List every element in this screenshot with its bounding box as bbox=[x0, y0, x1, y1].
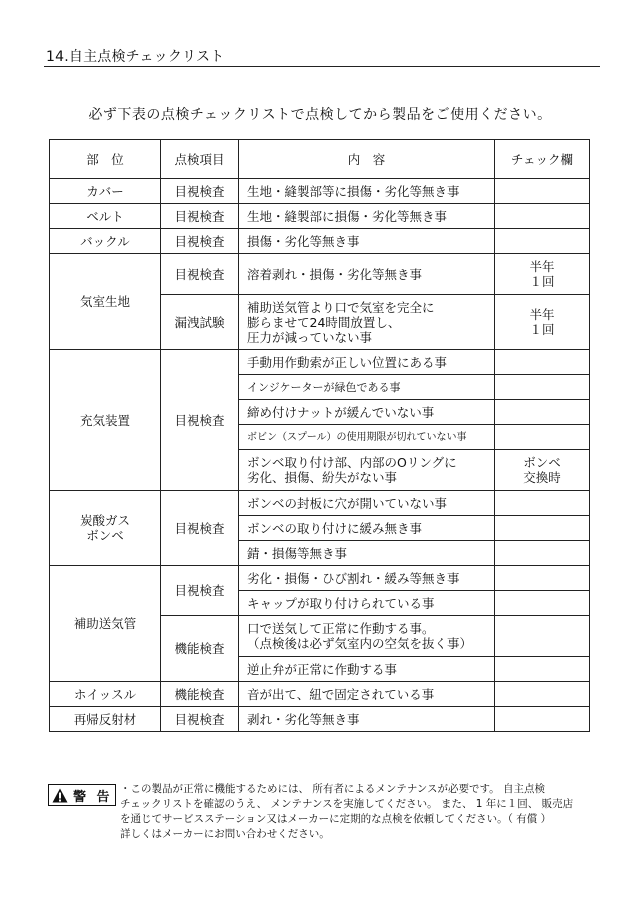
content-cell: 手動用作動索が正しい位置にある事 bbox=[239, 350, 495, 375]
header-part: 部 位 bbox=[50, 140, 161, 179]
part-cell: バックル bbox=[50, 229, 161, 254]
content-cell: 溶着剥れ・損傷・劣化等無き事 bbox=[239, 254, 495, 295]
content-cell: 補助送気管より口で気室を完全に 膨らませて24時間放置し、 圧力が減っていない事 bbox=[239, 295, 495, 350]
content-cell: ボビン（スプール）の使用期限が切れていない事 bbox=[239, 425, 495, 450]
table-row bbox=[50, 179, 590, 204]
check-cell[interactable] bbox=[495, 541, 590, 566]
warning-badge bbox=[48, 784, 116, 806]
content-cell: 生地・縫製部等に損傷・劣化等無き事 bbox=[239, 179, 495, 204]
part-cell: 気室生地 bbox=[50, 254, 161, 350]
table-row bbox=[50, 707, 590, 732]
inspection-checklist-table bbox=[49, 139, 590, 732]
part-cell: 再帰反射材 bbox=[50, 707, 161, 732]
content-cell: 口で送気して正常に作動する事。 （点検後は必ず気室内の空気を抜く事） bbox=[239, 616, 495, 657]
check-cell[interactable] bbox=[495, 375, 590, 400]
warning-text: ・この製品が正常に機能するためには、 所有者によるメンテナンスが必要です。 自主点検 チェックリストを確認のうえ、 メンテナンスを実施してください。 また、 1 年に１回、 販売店 を通じてサービスステーション又はメーカーに定期的な点検を依頼してください。（ 有償 ） 詳しくはメーカーにお問い合わせください。 bbox=[120, 783, 574, 840]
item-cell: 目視検査 bbox=[161, 491, 239, 566]
content-cell: 錆・損傷等無き事 bbox=[239, 541, 495, 566]
content-cell: 締め付けナットが緩んでいない事 bbox=[239, 400, 495, 425]
header-check: チェック欄 bbox=[495, 140, 590, 179]
check-cell[interactable] bbox=[495, 707, 590, 732]
content-cell: ボンベ取り付け部、内部のOリングに 劣化、損傷、紛失がない事 bbox=[239, 450, 495, 491]
item-cell: 目視検査 bbox=[161, 204, 239, 229]
item-cell: 目視検査 bbox=[161, 566, 239, 616]
table-row bbox=[50, 204, 590, 229]
header-item: 点検項目 bbox=[161, 140, 239, 179]
check-cell[interactable] bbox=[495, 657, 590, 682]
content-cell: ボンベの封板に穴が開いていない事 bbox=[239, 491, 495, 516]
part-cell: ベルト bbox=[50, 204, 161, 229]
table-row bbox=[50, 350, 590, 375]
content-cell: キャップが取り付けられている事 bbox=[239, 591, 495, 616]
check-cell[interactable] bbox=[495, 516, 590, 541]
content-cell: 逆止弁が正常に作動する事 bbox=[239, 657, 495, 682]
check-cell[interactable] bbox=[495, 350, 590, 375]
content-cell: 剥れ・劣化等無き事 bbox=[239, 707, 495, 732]
check-cell[interactable] bbox=[495, 229, 590, 254]
table-row bbox=[50, 682, 590, 707]
item-cell: 目視検査 bbox=[161, 254, 239, 295]
content-cell: インジケーターが緑色である事 bbox=[239, 375, 495, 400]
item-cell: 目視検査 bbox=[161, 707, 239, 732]
content-cell: 劣化・損傷・ひび割れ・緩み等無き事 bbox=[239, 566, 495, 591]
part-cell: カバー bbox=[50, 179, 161, 204]
table-row bbox=[50, 229, 590, 254]
table-row bbox=[50, 254, 590, 295]
table-header-row bbox=[50, 140, 590, 179]
item-cell: 目視検査 bbox=[161, 179, 239, 204]
check-cell[interactable] bbox=[495, 491, 590, 516]
item-cell: 目視検査 bbox=[161, 229, 239, 254]
item-cell: 機能検査 bbox=[161, 682, 239, 707]
content-cell: 生地・縫製部に損傷・劣化等無き事 bbox=[239, 204, 495, 229]
check-cell[interactable] bbox=[495, 425, 590, 450]
check-cell[interactable] bbox=[495, 566, 590, 591]
content-cell: ボンベの取り付けに緩み無き事 bbox=[239, 516, 495, 541]
intro-text: 必ず下表の点検チェックリストで点検してから製品をご使用ください。 bbox=[88, 107, 552, 123]
content-cell: 音が出て、紐で固定されている事 bbox=[239, 682, 495, 707]
table-row bbox=[50, 491, 590, 516]
table-row bbox=[50, 566, 590, 591]
part-cell: 充気装置 bbox=[50, 350, 161, 491]
check-cell[interactable] bbox=[495, 179, 590, 204]
item-cell: 機能検査 bbox=[161, 616, 239, 682]
check-cell[interactable] bbox=[495, 591, 590, 616]
warning-label: 警 告 bbox=[73, 789, 113, 805]
header-content: 内 容 bbox=[239, 140, 495, 179]
item-cell: 漏洩試験 bbox=[161, 295, 239, 350]
check-cell[interactable]: 半年 １回 bbox=[495, 295, 590, 350]
check-cell[interactable] bbox=[495, 616, 590, 657]
check-cell[interactable]: 半年 １回 bbox=[495, 254, 590, 295]
check-cell[interactable] bbox=[495, 400, 590, 425]
content-cell: 損傷・劣化等無き事 bbox=[239, 229, 495, 254]
check-cell[interactable]: ボンベ 交換時 bbox=[495, 450, 590, 491]
part-cell: 補助送気管 bbox=[50, 566, 161, 682]
title-underline bbox=[44, 66, 600, 67]
part-cell: ホイッスル bbox=[50, 682, 161, 707]
check-cell[interactable] bbox=[495, 682, 590, 707]
warning-triangle-icon bbox=[52, 788, 68, 803]
part-cell: 炭酸ガス ボンベ bbox=[50, 491, 161, 566]
check-cell[interactable] bbox=[495, 204, 590, 229]
item-cell: 目視検査 bbox=[161, 350, 239, 491]
section-title: 14.自主点検チェックリスト bbox=[46, 49, 225, 65]
